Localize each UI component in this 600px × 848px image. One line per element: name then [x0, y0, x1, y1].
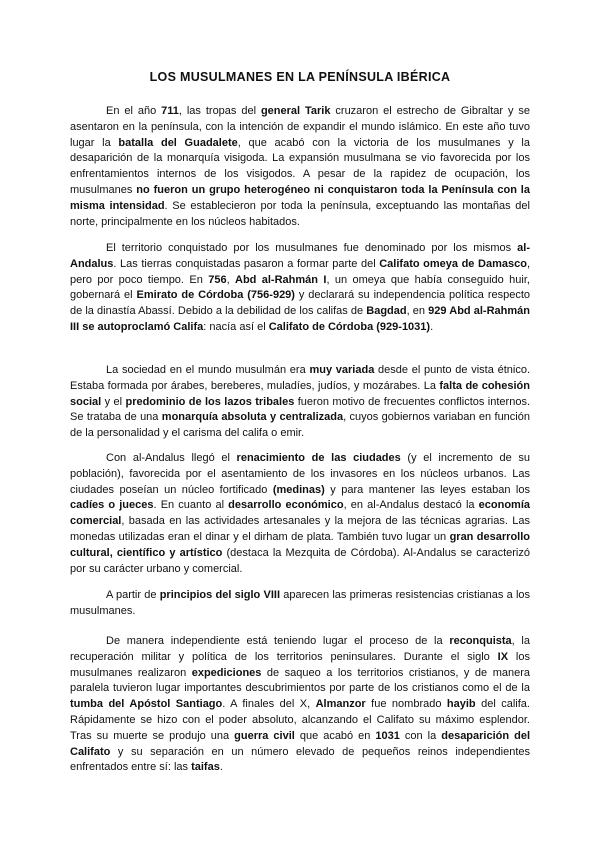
paragraph: A partir de principios del siglo VIII aparecen las primeras resistencias cristianas a los musulmanes. [70, 589, 531, 617]
bold-term: 1031 [375, 729, 400, 742]
bold-term: taifas [191, 761, 220, 774]
bold-term: monarquía absoluta y centralizada [161, 411, 344, 424]
bold-term: 756 [208, 273, 227, 286]
bold-term: desarrollo económico [228, 499, 344, 512]
bold-term: Almanzor [315, 698, 366, 711]
bold-term: reconquista [449, 635, 512, 647]
bold-term: desaparición del Califato [70, 729, 530, 758]
bold-term: batalla del Guadalete [118, 136, 238, 149]
bold-term: al-Andalus [70, 242, 530, 270]
bold-term: predominio de los lazos tribales [125, 395, 295, 408]
bold-term: Abd al-Rahmán I [235, 273, 327, 286]
bold-term: Califato de Córdoba (929-1031) [268, 320, 431, 333]
paragraph: Con al-Andalus llegó el renacimiento de las ciudades (y el incremento de su población), favorecida por el asentamiento de los invasores en los núcleos urbanos. Las ciudades poseían un núcleo fortificado (medinas) y para mantener las leyes estaban los cadíes o jueces. En cuanto al desarrollo económico, en al-Andalus destacó la economía comercial, basada en las actividades artesanales y la mejora de las técnicas agrarias. Las monedas utilizadas eran el dinar y el dirham de plata. También tuvo lugar un gran desarrollo cultural, científico y artístico (destaca la Mezquita de Córdoba). Al-Andalus se caracterizó por su carácter urbano y comercial. [70, 452, 531, 575]
paragraph: El territorio conquistado por los musulmanes fue denominado por los mismos al-Andalus. Las tierras conquistadas pasaron a formar parte del Califato omeya de Damasco, pero por poco tiempo. En 756, Abd al-Rahmán I, un omeya que había conseguido huir, gobernará el Emirato de Córdoba (756-929) y declarará su independencia política respecto de la dinastía Abassí. Debido a la debilidad de los califas de Bagdad, en 929 Abd al-Rahmán III se autoproclamó Califa: nacía así el Califato de Córdoba (929-1031). [70, 242, 531, 333]
bold-term: falta de cohesión social [70, 379, 530, 408]
bold-term: hayib [446, 698, 476, 711]
bold-term: gran desarrollo cultural, científico y artístico [70, 530, 530, 559]
bold-term: Emirato de Córdoba (756-929) [136, 289, 295, 302]
bold-term: cadíes o jueces [70, 499, 154, 512]
bold-term: tumba del Apóstol Santiago [70, 698, 223, 711]
bold-term: general Tarik [260, 105, 331, 117]
bold-term: muy variada [309, 364, 375, 376]
paragraph: De manera independiente está teniendo lugar el proceso de la reconquista, la recuperación militar y política de los territorios peninsulares. Durante el siglo IX los musulmanes realizaron expediciones de saqueo a los territorios cristianos, y de manera paralela tuvieron lugar importantes descubrimientos por parte de los cristianos como el de la tumba del Apóstol Santiago. A finales del X, Almanzor fue nombrado hayib del califa. Rápidamente se hizo con el poder absoluto, alcanzando el Califato su máximo esplendor. Tras su muerte se produjo una guerra civil que acabó en 1031 con la desaparición del Califato y su separación en un número elevado de pequeños reinos independientes enfrentados entre sí: las taifas. [70, 635, 530, 774]
bold-term: Califato omeya de Damasco [379, 257, 527, 270]
bold-term: no fueron un grupo heterogéneo ni conquistaron toda la Península con la misma intensidad [70, 183, 530, 212]
bold-term: (medinas) [272, 483, 325, 496]
paragraph: La sociedad en el mundo musulmán era muy variada desde el punto de vista étnico. Estaba formada por árabes, bereberes, muladíes, judíos, y mozárabes. La falta de cohesión social y el predominio de los lazos tribales fueron motivo de frecuentes conflictos internos. Se trataba de una monarquía absoluta y centralizada, cuyos gobiernos variaban en función de la personalidad y el carisma del califa o emir. [70, 364, 530, 440]
paragraph: En el año 711, las tropas del general Tarik cruzaron el estrecho de Gibraltar y se asentaron en la península, con la intención de expandir el mundo islámico. En este año tuvo lugar la batalla del Guadalete, que acabó con la victoria de los musulmanes y la desaparición de la monarquía visigoda. La expansión musulmana se vio favorecida por los enfrentamientos internos de los visigodos. A pesar de la rapidez de ocupación, los musulmanes no fueron un grupo heterogéneo ni conquistaron toda la Península con la misma intensidad. Se establecieron por toda la península, exceptuando las montañas del norte, principalmente en los núcleos habitados. [70, 105, 531, 228]
bold-term: Bagdad [366, 305, 407, 318]
bold-term: 929 Abd al-Rahmán III se autoproclamó Califa [70, 305, 530, 333]
bold-term: principios del siglo VIII [159, 589, 281, 601]
bold-term: guerra civil [234, 729, 295, 742]
bold-term: renacimiento de las ciudades [236, 452, 401, 464]
bold-term: 711 [161, 105, 179, 117]
page-title: LOS MUSULMANES EN LA PENÍNSULA IBÉRICA [149, 70, 451, 84]
bold-term: expediciones [191, 666, 262, 679]
bold-term: economía comercial [70, 499, 531, 528]
bold-term: IX [497, 650, 509, 663]
